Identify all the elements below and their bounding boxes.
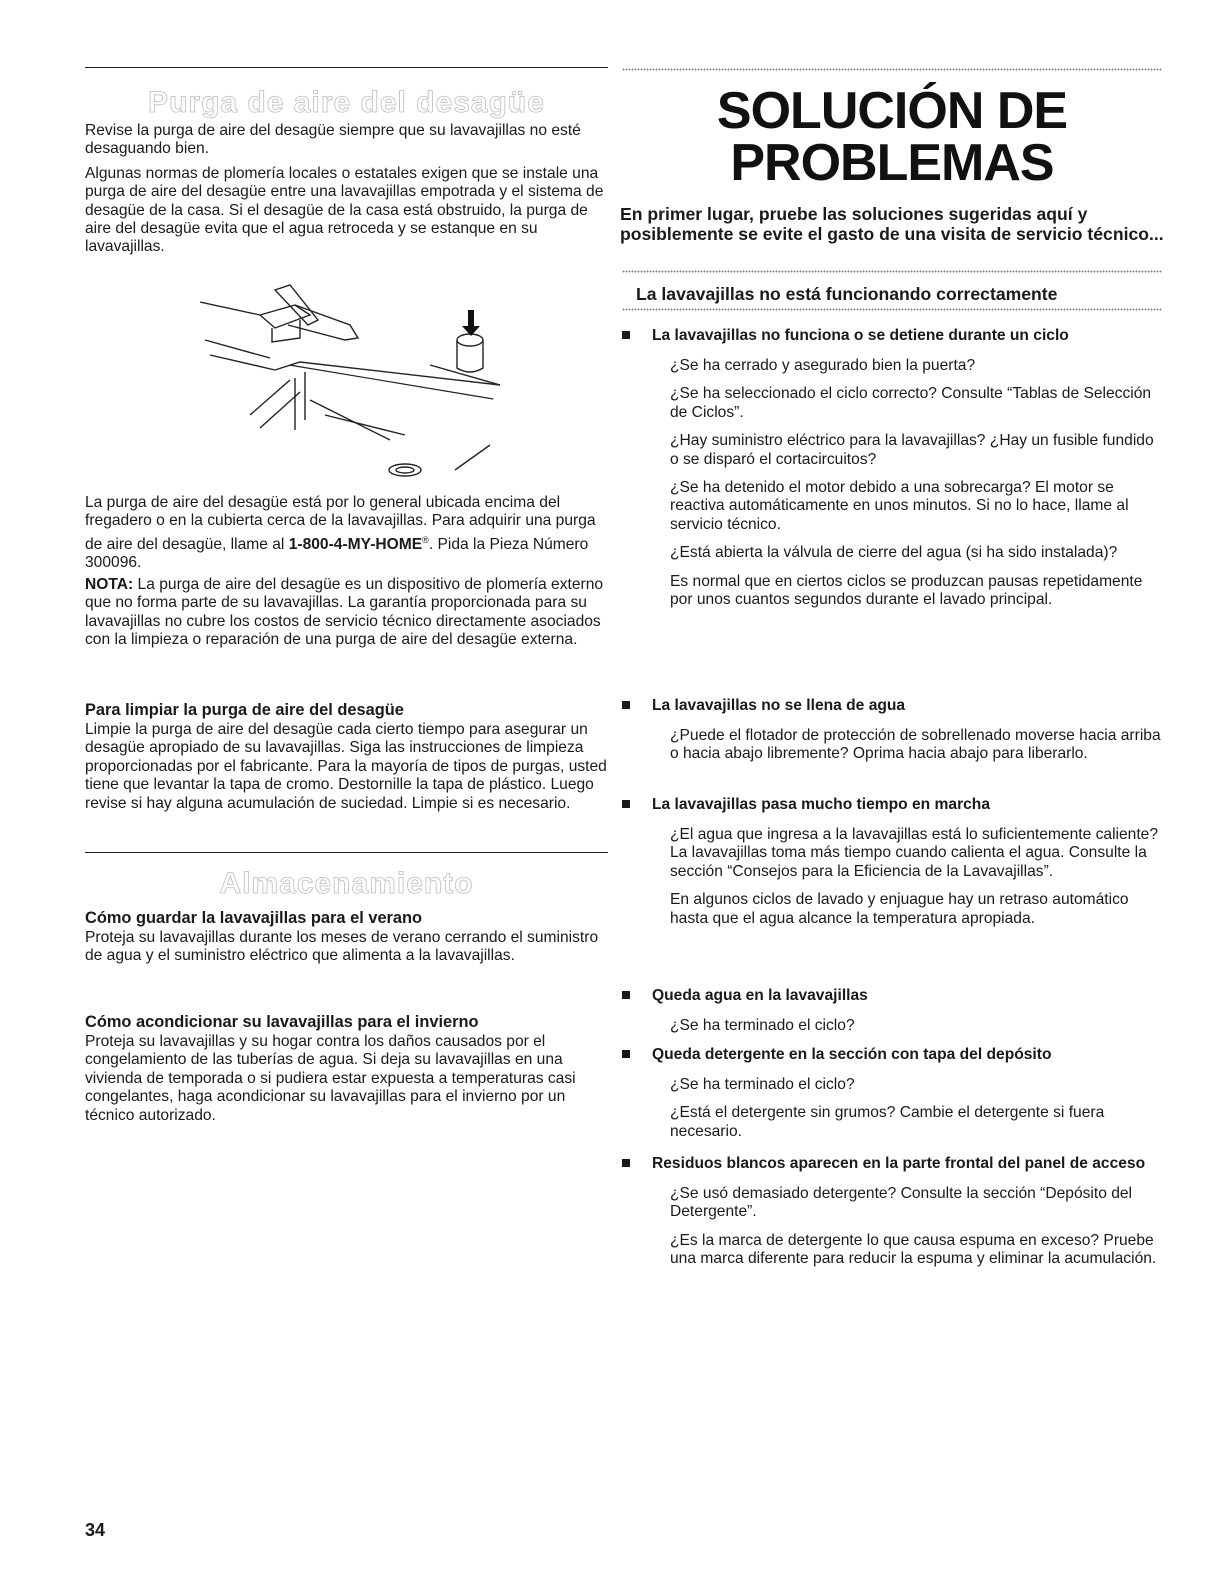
winter-text: Proteja su lavavajillas y su hogar contra los daños causados por el congelamiento de las tuberías de agua. Si deja su lavavajillas en una vivienda de temporada o si pudiera estar expuesta a temperaturas casi congelantes, haga acondicionar su lavavajillas para el invierno por un técnico autorizado. [85, 1033, 576, 1124]
note-paragraph [85, 576, 608, 650]
item-answer: ¿Está el detergente sin grumos? Cambie el detergente si fuera necesario. [670, 1104, 1105, 1140]
item-heading: La lavavajillas pasa mucho tiempo en marcha [652, 796, 991, 813]
air-gap-text [85, 122, 608, 257]
air-gap-paragraph: Algunas normas de plomería locales o estatales exigen que se instale una purga de aire del desagüe entre una lavavajillas empotrada y el sistema de desagüe de la casa. Si el desagüe de la casa está obstruido, la purga de aire del desagüe evita que el agua retroceda y se estanque en su lavavajillas. [85, 164, 604, 256]
section-rule [85, 67, 608, 68]
winter-section [85, 1012, 608, 1125]
item-answer: ¿Se usó demasiado detergente? Consulte la sección “Depósito del Detergente”. [670, 1185, 1133, 1221]
item-answer: ¿Se ha seleccionado el ciclo correcto? Consulte “Tablas de Selección de Ciclos”. [670, 385, 1152, 421]
item-answer: ¿Es la marca de detergente lo que causa espuma en exceso? Pruebe una marca diferente para reducir la espuma y eliminar la acumulación. [670, 1231, 1157, 1268]
item-answer: ¿Está abierta la válvula de cierre del agua (si ha sido instalada)? [670, 544, 1118, 562]
page-title-line2: PROBLEMAS [730, 134, 1054, 192]
item-answer: ¿Se ha cerrado y asegurado bien la puerta? [670, 357, 976, 374]
troubleshooting-item [622, 986, 1162, 1035]
item-answer: ¿Se ha terminado el ciclo? [670, 1017, 855, 1034]
troubleshooting-item [622, 696, 1162, 764]
air-gap-paragraph [85, 494, 608, 573]
section-rule [85, 852, 608, 853]
item-answer: En algunos ciclos de lavado y enjuague hay un retraso automático hasta que el agua alcance la temperatura apropiada. [670, 891, 1129, 927]
item-heading: Residuos blancos aparecen en la parte frontal del panel de acceso [652, 1155, 1146, 1172]
troubleshooting-item [622, 1045, 1162, 1141]
air-gap-text-span: . Pida la Pieza Número 300096. [85, 536, 589, 572]
bullet-icon [622, 800, 630, 808]
item-heading: Queda agua en la lavavajillas [652, 987, 868, 1004]
troubleshooting-item [622, 795, 1162, 928]
bullet-icon [622, 1050, 630, 1058]
dotted-rule [622, 308, 1162, 311]
summer-section [85, 908, 608, 966]
phone-number: 1-800-4-MY-HOME [288, 536, 423, 553]
clean-section [85, 700, 608, 813]
troubleshooting-item [622, 1154, 1162, 1269]
page-title-line1: SOLUCIÓN DE [716, 82, 1068, 140]
bullet-icon [622, 701, 630, 709]
intro-text: En primer lugar, pruebe las soluciones sugeridas aquí y posiblemente se evite el gasto de una visita de servicio técnico... [620, 204, 1164, 244]
registered-mark: ® [422, 534, 429, 545]
winter-heading: Cómo acondicionar su lavavajillas para el invierno [85, 1013, 479, 1031]
summer-text: Proteja su lavavajillas durante los meses de verano cerrando el suministro de agua y el suministro eléctrico que alimenta a la lavavajillas. [85, 929, 599, 965]
clean-heading: Para limpiar la purga de aire del desagüe [85, 701, 404, 719]
air-gap-heading: Purga de aire del desagüe [148, 86, 545, 119]
item-answer: Es normal que en ciertos ciclos se produzcan pausas repetidamente por unos cuantos segundos durante el lavado principal. [670, 572, 1143, 609]
air-gap-text-span: La purga de aire del desagüe está por lo general ubicada encima del fregadero o en la cubierta cerca de la lavavajillas. Para adquirir una purga de aire del desagüe, llame al [85, 494, 596, 553]
item-answer: ¿Hay suministro eléctrico para la lavavajillas? ¿Hay un fusible fundido o se disparó el cortacircuitos? [670, 432, 1154, 468]
bullet-icon [622, 331, 630, 339]
section-title: La lavavajillas no está funcionando correctamente [636, 284, 1058, 304]
item-heading: La lavavajillas no se llena de agua [652, 697, 906, 714]
item-heading: Queda detergente en la sección con tapa del depósito [652, 1046, 1052, 1063]
item-answer: ¿Puede el flotador de protección de sobrellenado moverse hacia arriba o hacia abajo libremente? Oprima hacia abajo para liberarlo. [670, 727, 1161, 763]
item-answer: ¿Se ha detenido el motor debido a una sobrecarga? El motor se reactiva automáticamente en unos minutos. Si no lo hace, llame al servicio técnico. [670, 479, 1129, 533]
summer-heading: Cómo guardar la lavavajillas para el verano [85, 909, 423, 927]
note-label: NOTA: [85, 575, 134, 593]
storage-heading: Almacenamiento [219, 867, 474, 900]
dotted-rule [622, 270, 1162, 273]
dotted-rule [622, 68, 1162, 71]
page-number: 34 [85, 1520, 106, 1540]
air-gap-illustration [200, 280, 500, 480]
clean-text: Limpie la purga de aire del desagüe cada cierto tiempo para asegurar un desagüe apropiado de su lavavajillas. Siga las instrucciones de limpieza proporcionadas por el fabricante. Para la mayoría de tipos de purgas, usted tiene que levantar la tapa de cromo. Destornille la tapa de plástico. Luego revise si hay alguna acumulación de suciedad. Limpie si es necesario. [85, 721, 607, 812]
note-text: La purga de aire del desagüe es un dispositivo de plomería externo que no forma parte de su lavavajillas. La garantía proporcionada para su lavavajillas no cubre los costos de servicio técnico directamente asociados con la limpieza o reparación de una purga de aire del desagüe externa. [85, 575, 604, 649]
bullet-icon [622, 991, 630, 999]
air-gap-paragraph: Revise la purga de aire del desagüe siempre que su lavavajillas no esté desaguando bien. [85, 122, 581, 158]
air-gap-location-text [85, 494, 608, 649]
troubleshooting-item [622, 326, 1162, 609]
item-heading: La lavavajillas no funciona o se detiene durante un ciclo [652, 327, 1069, 344]
item-answer: ¿El agua que ingresa a la lavavajillas está lo suficientemente caliente? La lavavajillas toma más tiempo cuando calienta el agua. Consulte la sección “Consejos para la Eficiencia de la Lavavajillas”. [670, 826, 1159, 880]
item-answer: ¿Se ha terminado el ciclo? [670, 1076, 855, 1093]
bullet-icon [622, 1159, 630, 1167]
